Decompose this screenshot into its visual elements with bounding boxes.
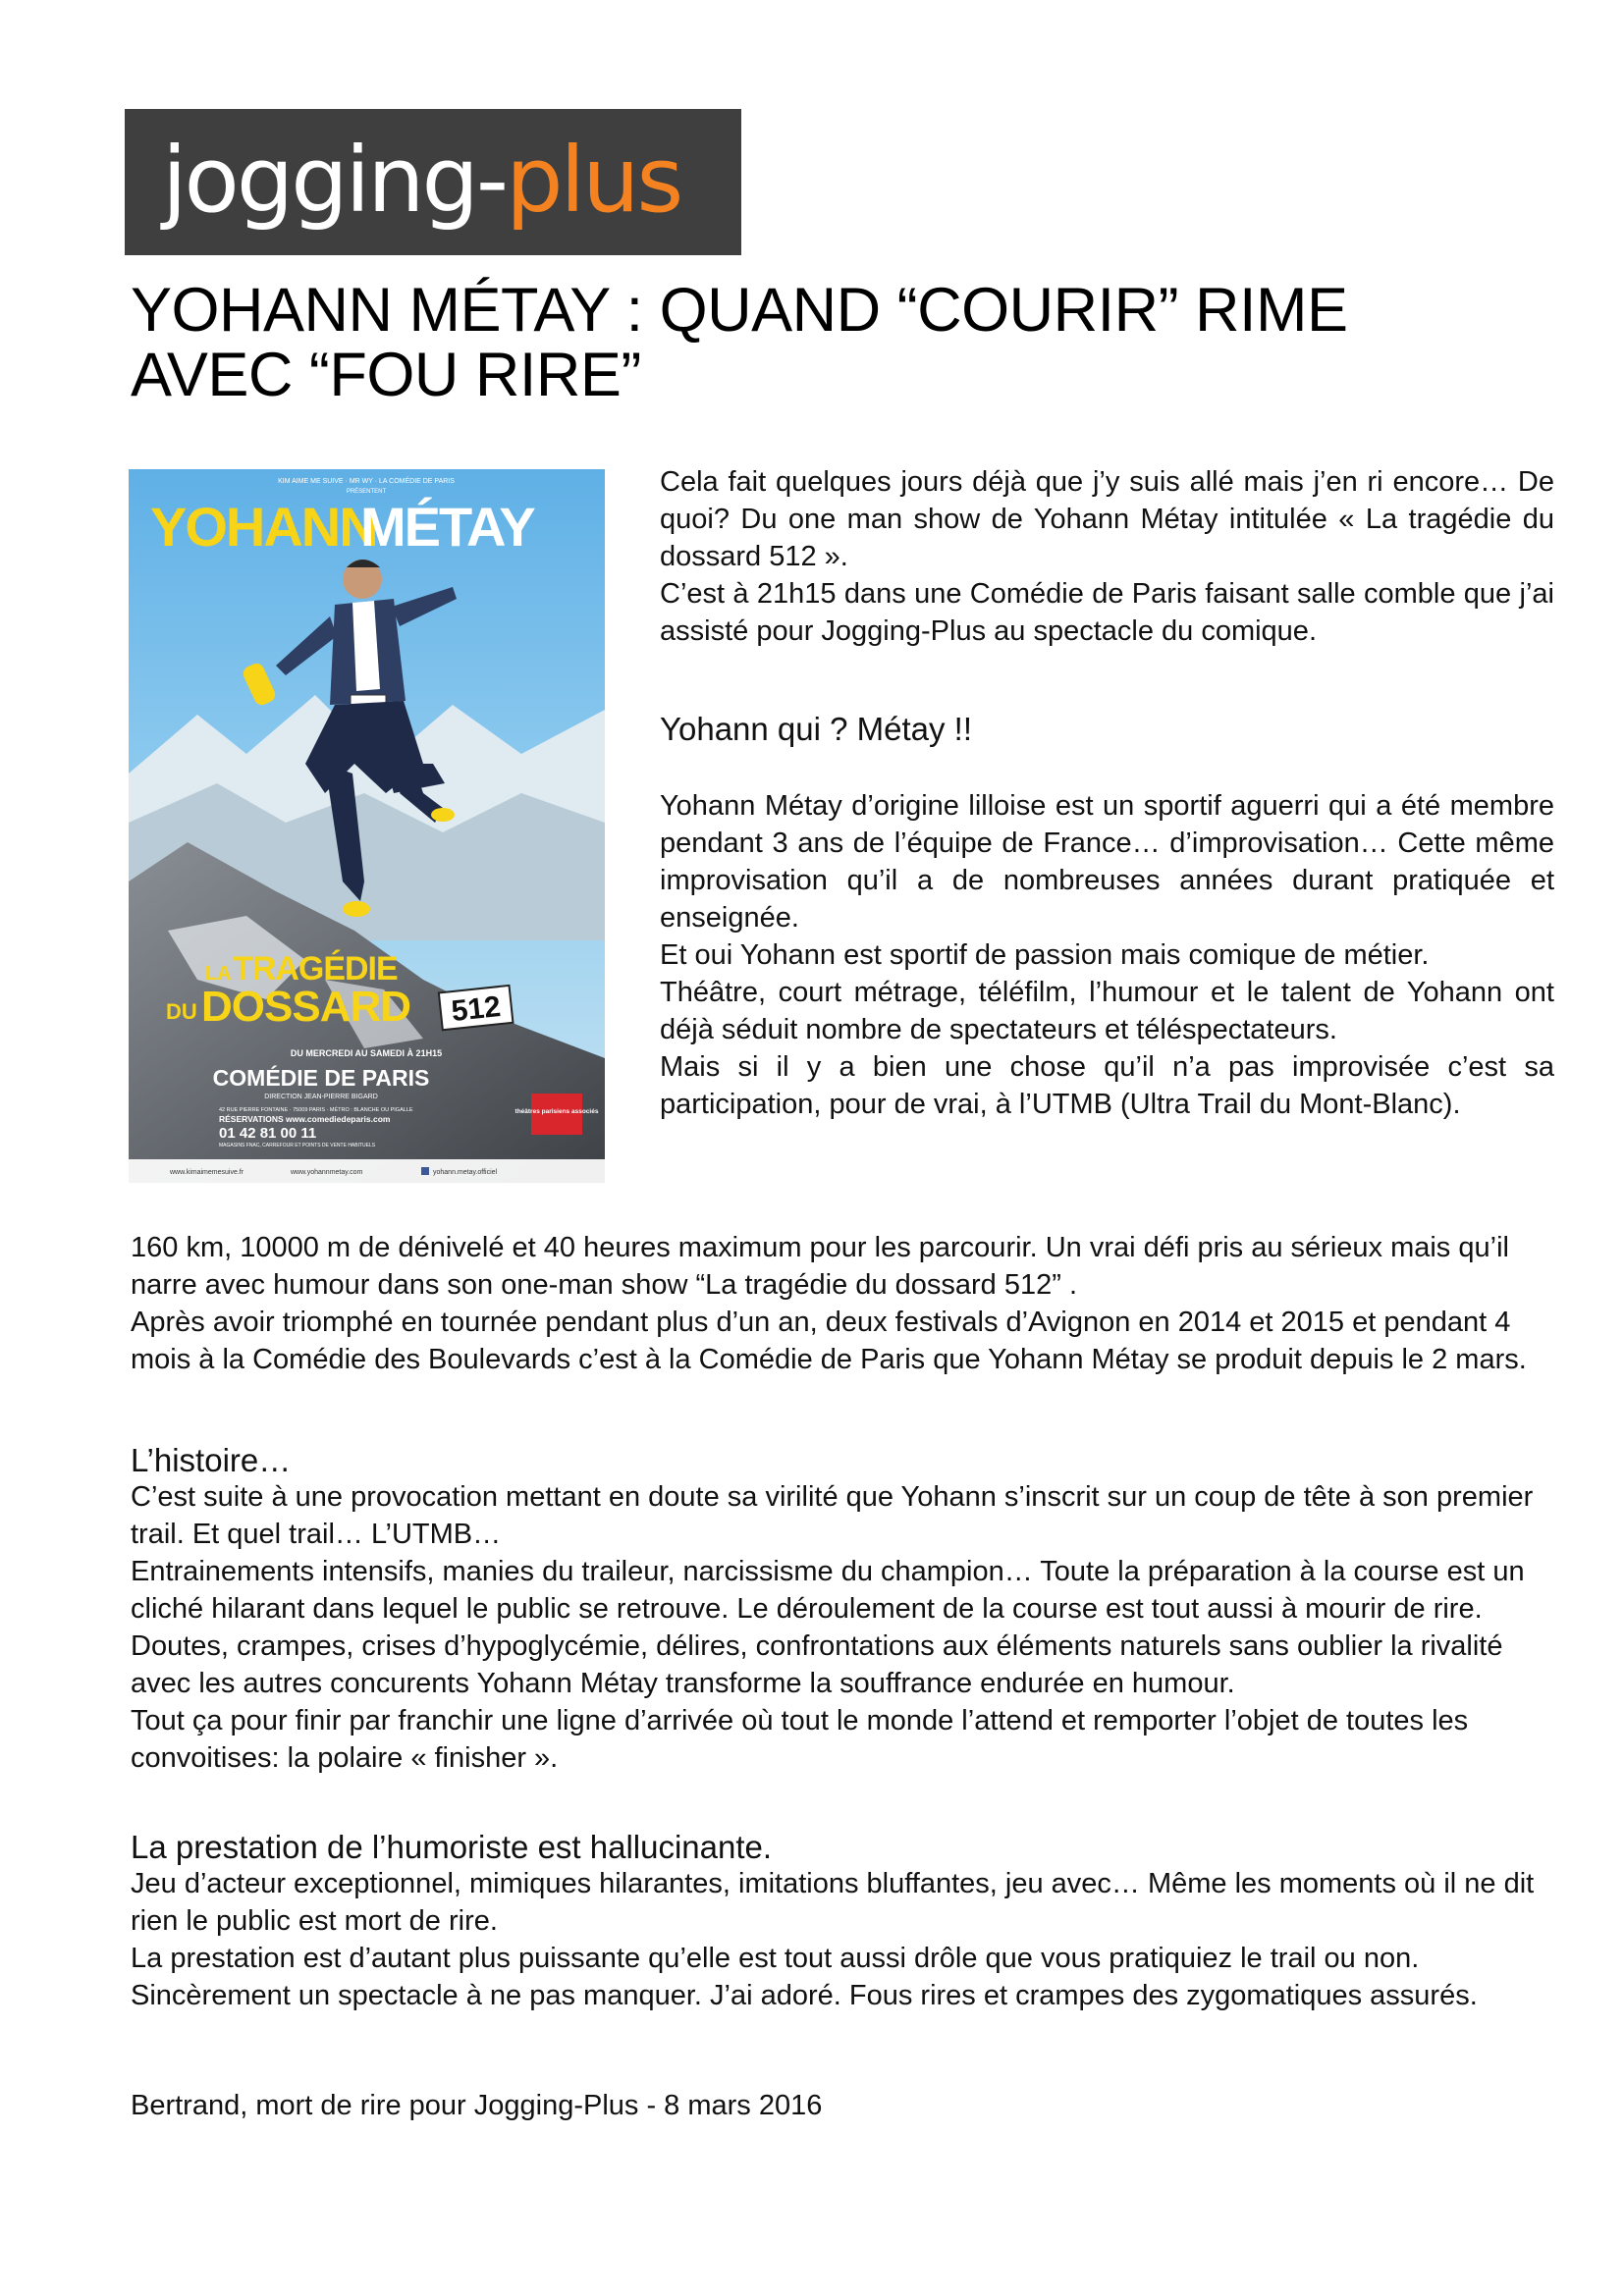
show-poster [129,469,605,1183]
yohann-line: Et oui Yohann est sportif de passion mais comique de métier. [660,939,1430,971]
poster-schedule: DU MERCREDI AU SAMEDI À 21H15 [290,1048,443,1058]
poster-name-last: MÉTAY [360,496,534,558]
prestation-line: La prestation est d’autant plus puissante qu’elle est tout aussi drôle que vous pratiquiez le trail ou non. [131,1943,1420,1974]
intro-line: Cela fait quelques jours déjà que j’y suis allé mais j’en ri encore… De quoi? Du one man show de Yohann Métay intitulée « La tragédie du dossard 512 ». [660,466,1554,572]
poster-presente: PRÉSENTENT [346,489,387,495]
poster-title-dossard: DOSSARD [201,983,411,1031]
poster-direction: DIRECTION JEAN-PIERRE BIGARD [264,1094,378,1100]
poster-name-first: YOHANN [150,496,377,558]
body-line: 160 km, 10000 m de dénivelé et 40 heures maximum pour les parcourir. Un vrai défi pris au sérieux mais qu’il narre avec humour dans son one-man show “La tragédie du dossard 512” . [131,1232,1509,1301]
body-line: Après avoir triomphé en tournée pendant plus d’un an, deux festivals d’Avignon en 2014 et 2015 et pendant 4 mois à la Comédie des Boulevards c’est à la Comédie de Paris que Yohann Métay se produit depuis le 2 mars. [131,1307,1527,1375]
poster-footer-site1: www.kimaimemesuive.fr [170,1169,244,1176]
poster-title-number: 512 [450,990,503,1029]
yohann-line: Mais si il y a bien une chose qu’il n’a pas improvisée c’est sa participation, pour de vrai, à l’UTMB (Ultra Trail du Mont-Blanc). [660,1051,1554,1120]
subheading-yohann: Yohann qui ? Métay !! [660,711,973,747]
poster-producers: KIM AIME ME SUIVE · MR WY · LA COMÉDIE DE PARIS [278,478,455,485]
histoire-paragraph [131,1478,1554,1777]
histoire-line: Tout ça pour finir par franchir une ligne d’arrivée où tout le monde l’attend et remporter l’objet de toutes les convoitises: la polaire « finisher ». [131,1705,1469,1774]
article-headline: YOHANN MÉTAY : QUAND “COURIR” RIME AVEC “FOU RIRE” [131,276,1348,409]
histoire-line: Doutes, crampes, crises d’hypoglycémie, délires, confrontations aux éléments naturels sans oublier la rivalité avec les autres concurents Yohann Métay transforme la souffrance endurée en humour. [131,1630,1503,1699]
logo-word-plus: plus [506,128,681,233]
poster-phone: 01 42 81 00 11 [219,1125,317,1142]
ultra-trail-paragraph [131,1229,1554,1378]
poster-footer-fb: yohann.metay.officiel [433,1169,498,1176]
yohann-paragraph [660,787,1554,1123]
prestation-paragraph [131,1865,1554,2014]
poster-title-tragedie: TRAGÉDIE [233,950,398,988]
prestation-line: Jeu d’acteur exceptionnel, mimiques hilarantes, imitations bluffantes, jeu avec… Même les moments où il ne dit rien le public est mort de rire. [131,1868,1535,1937]
yohann-line: Théâtre, court métrage, téléfilm, l’humour et le talent de Yohann ont déjà séduit nombre de spectateurs et téléspectateurs. [660,977,1554,1045]
badge-label: théâtres parisiens associés [514,1108,599,1115]
logo-wordmark [162,117,680,244]
poster-outlets: MAGASINS FNAC, CARREFOUR ET POINTS DE VENTE HABITUELS [219,1143,376,1148]
logo-word-jogging: jogging- [162,128,507,233]
histoire-line: Entrainements intensifs, manies du traileur, narcissisme du champion… Toute la préparation à la course est un cliché hilarant dans lequel le public se retrouve. Le déroulement de la course est tout aussi à mourir de rire. [131,1556,1525,1625]
poster-title-du: DU [166,999,197,1024]
facebook-icon [421,1167,429,1175]
poster-address: 42 RUE PIERRE FONTAINE · 75009 PARIS · MÉTRO : BLANCHE OU PIGALLE [219,1107,413,1113]
poster-theatre: COMÉDIE DE PARIS [212,1065,430,1091]
subheading-prestation: La prestation de l’humoriste est hallucinante. [131,1829,773,1865]
intro-line: C’est à 21h15 dans une Comédie de Paris faisant salle comble que j’ai assisté pour Jogging-Plus au spectacle du comique. [660,578,1554,647]
jogging-plus-logo [125,109,741,255]
author-signature: Bertrand, mort de rire pour Jogging-Plus - 8 mars 2016 [131,2090,823,2121]
prestation-line: Sincèrement un spectacle à ne pas manquer. J’ai adoré. Fous rires et crampes des zygomatiques assurés. [131,1980,1478,2011]
intro-paragraph [660,463,1554,650]
yohann-line: Yohann Métay d’origine lilloise est un sportif aguerri qui a été membre pendant 3 ans de l’équipe de France… d’improvisation… Cette même improvisation qu’il a de nombreuses années durant pratiquée et enseignée. [660,790,1554,934]
histoire-line: C’est suite à une provocation mettant en doute sa virilité que Yohann s’inscrit sur un coup de tête à son premier trail. Et quel trail… L’UTMB… [131,1481,1534,1550]
poster-footer-site2: www.yohannmetay.com [291,1169,363,1176]
poster-reservations: RÉSERVATIONS www.comediedeparis.com [219,1114,391,1124]
poster-title-la: LA [205,963,232,985]
subheading-histoire: L’histoire… [131,1442,292,1478]
